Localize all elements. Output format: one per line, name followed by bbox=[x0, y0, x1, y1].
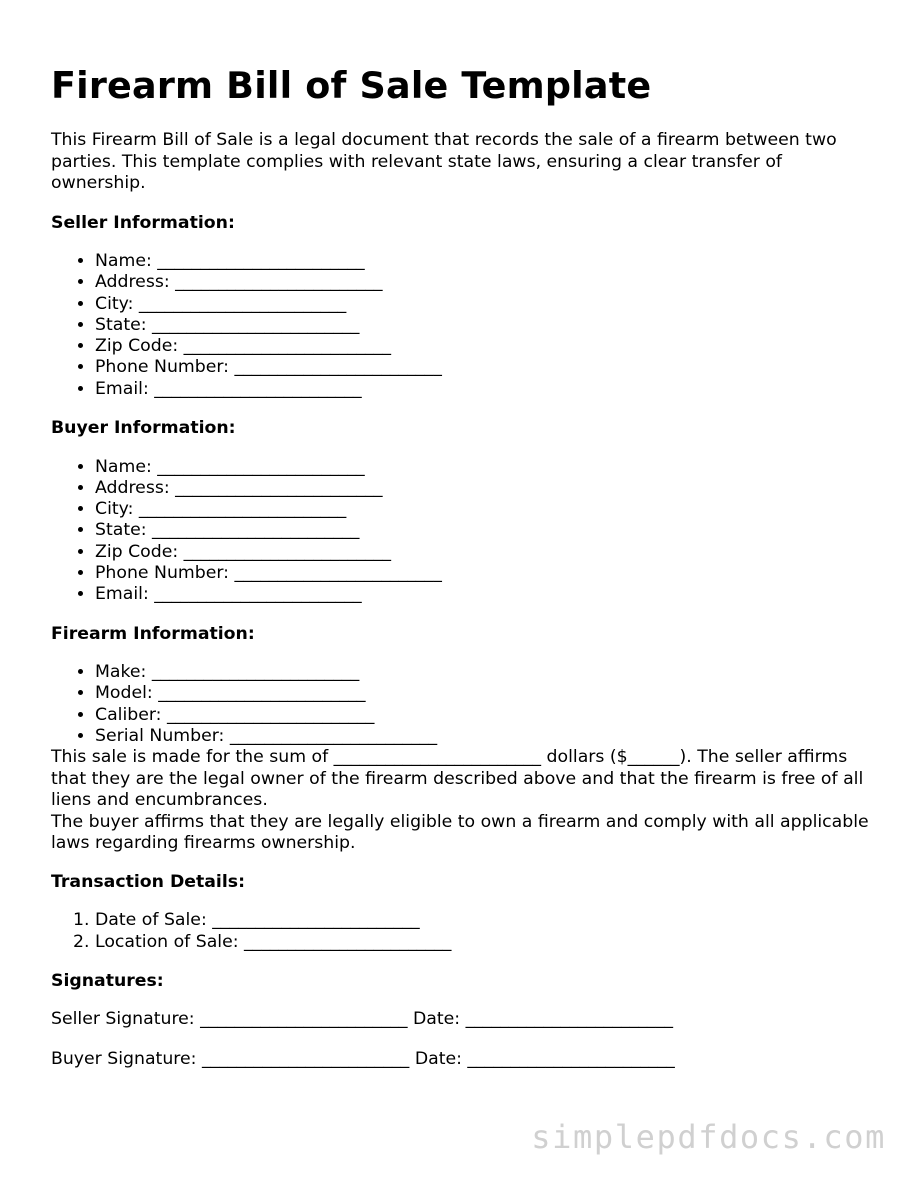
seller-address-field[interactable]: • Address: ________________________ bbox=[95, 272, 871, 293]
document-page bbox=[51, 60, 871, 1070]
page-title: Firearm Bill of Sale Template bbox=[51, 64, 652, 107]
buyer-city-field[interactable]: • City: ________________________ bbox=[95, 499, 871, 520]
seller-phone-field[interactable]: • Phone Number: ________________________ bbox=[95, 357, 871, 378]
buyer-address-field[interactable]: • Address: ________________________ bbox=[95, 478, 871, 499]
buyer-phone-field[interactable]: • Phone Number: ________________________ bbox=[95, 563, 871, 584]
buyer-affirmation-paragraph: The buyer affirms that they are legally eligible to own a firearm and comply with all applicable laws regarding firearms ownership. bbox=[51, 811, 869, 854]
firearm-heading: Firearm Information: bbox=[51, 623, 255, 644]
firearm-fields-list bbox=[51, 662, 871, 747]
sale-paragraph: This sale is made for the sum of ________________________ dollars ($______). The seller affirms that they are the legal owner of the firearm described above and that the firearm is free of all liens and encumbrances. bbox=[51, 747, 864, 811]
seller-city-field[interactable]: • City: ________________________ bbox=[95, 294, 871, 315]
seller-fields-list bbox=[51, 251, 871, 400]
intro-paragraph: This Firearm Bill of Sale is a legal document that records the sale of a firearm between two parties. This template complies with relevant state laws, ensuring a clear transfer of ownership. bbox=[51, 130, 837, 193]
seller-signature-line[interactable]: Seller Signature: ________________________ Date: ________________________ bbox=[51, 1009, 673, 1030]
transaction-fields-list bbox=[51, 910, 871, 953]
seller-email-field[interactable]: • Email: ________________________ bbox=[95, 379, 871, 400]
seller-heading: Seller Information: bbox=[51, 212, 235, 233]
buyer-fields-list bbox=[51, 457, 871, 606]
location-of-sale-field[interactable]: 2. Location of Sale: ________________________ bbox=[95, 932, 871, 953]
firearm-serial-field[interactable]: • Serial Number: ________________________ bbox=[95, 726, 871, 747]
seller-state-field[interactable]: • State: ________________________ bbox=[95, 315, 871, 336]
transaction-heading: Transaction Details: bbox=[51, 871, 245, 892]
watermark-text: simplepdfdocs.com bbox=[531, 1118, 886, 1156]
buyer-zip-field[interactable]: • Zip Code: ________________________ bbox=[95, 542, 871, 563]
buyer-signature-line[interactable]: Buyer Signature: ________________________ Date: ________________________ bbox=[51, 1048, 675, 1069]
date-of-sale-field[interactable]: 1. Date of Sale: ________________________ bbox=[95, 910, 871, 931]
seller-zip-field[interactable]: • Zip Code: ________________________ bbox=[95, 336, 871, 357]
firearm-caliber-field[interactable]: • Caliber: ________________________ bbox=[95, 705, 871, 726]
signatures-heading: Signatures: bbox=[51, 970, 164, 991]
buyer-heading: Buyer Information: bbox=[51, 418, 236, 439]
buyer-email-field[interactable]: • Email: ________________________ bbox=[95, 584, 871, 605]
buyer-name-field[interactable]: • Name: ________________________ bbox=[95, 457, 871, 478]
firearm-make-field[interactable]: • Make: ________________________ bbox=[95, 662, 871, 683]
seller-name-field[interactable]: • Name: ________________________ bbox=[95, 251, 871, 272]
buyer-state-field[interactable]: • State: ________________________ bbox=[95, 520, 871, 541]
firearm-model-field[interactable]: • Model: ________________________ bbox=[95, 683, 871, 704]
